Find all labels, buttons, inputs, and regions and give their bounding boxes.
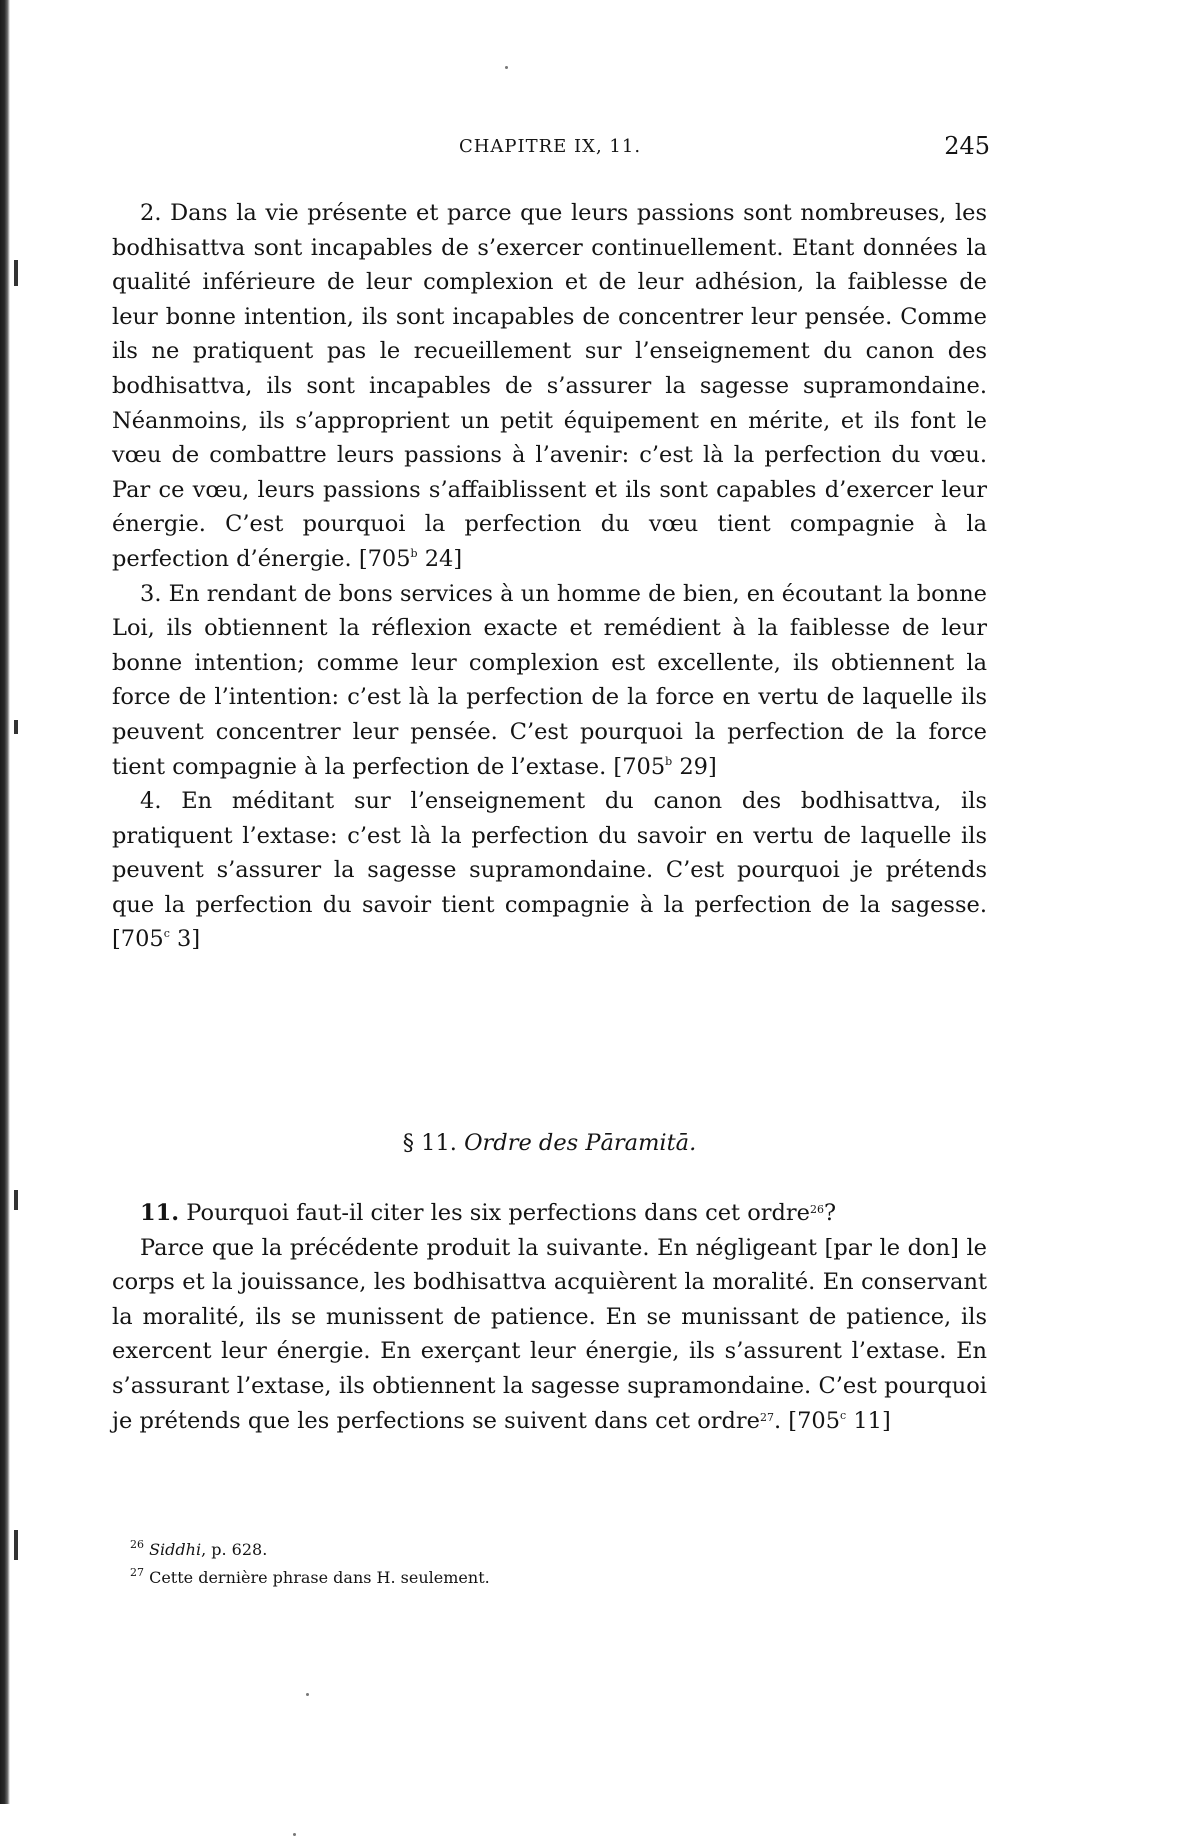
paragraph-11-answer-text: Parce que la précédente produit la suivante. En négligeant [par le don] le corps et la jouissance, les bodhisattva acquièrent la moralité. En conservant la moralité, ils se munissent de patience. En se munissant de patience, ils exercent leur énergie. En exerçant leur énergie, ils s’assurent l’extase. En s’assurant l’extase, ils obtiennent la sagesse supramondaine. C’est pourquoi je prétends que les perfections se suivent dans cet ordre bbox=[112, 1234, 987, 1434]
paragraph-2-ref: [705$^b$ 24] bbox=[358, 545, 463, 572]
page-number: 245 bbox=[944, 132, 990, 160]
paragraph-4-ref: [705$^c$ 3] bbox=[112, 926, 201, 953]
section-number: § 11. bbox=[402, 1130, 457, 1156]
scan-speck bbox=[14, 1190, 18, 1210]
paragraph-11-number: 11. bbox=[140, 1200, 180, 1226]
binding-edge bbox=[0, 0, 10, 1804]
scan-speck bbox=[14, 720, 18, 734]
footnote-26: $^{26}$ Siddhi, p. 628. bbox=[130, 1538, 268, 1559]
footnote-27: $^{27}$ Cette dernière phrase dans H. seulement. bbox=[130, 1566, 490, 1587]
running-title: CHAPITRE IX, 11. bbox=[458, 136, 642, 157]
footnote-ref-26: 26 bbox=[809, 1203, 824, 1216]
paragraph-2 bbox=[112, 196, 987, 577]
paragraph-3-text: 3. En rendant de bons services à un homme de bien, en écoutant la bonne Loi, ils obtiennent la réflexion exacte et remédient à la faiblesse de leur bonne intention; comme leur complexion est excellente, ils obtiennent la force de l’intention: c’est là la perfection de la force en vertu de laquelle ils peuvent concentrer leur pensée. C’est pourquoi la perfection de la force tient compagnie à la perfection de l’extase. bbox=[112, 580, 987, 780]
section-heading bbox=[112, 1130, 987, 1156]
body-text-upper bbox=[112, 196, 987, 957]
paragraph-11-question: 11. Pourquoi faut-il citer les six perfections dans cet ordre$^{26}$? bbox=[140, 1200, 837, 1226]
paragraph-3-ref: [705$^b$ 29] bbox=[613, 753, 717, 780]
paragraph-4 bbox=[112, 784, 987, 957]
page-header bbox=[110, 130, 990, 160]
paragraph-3 bbox=[112, 577, 987, 785]
paragraph-2-text: 2. Dans la vie présente et parce que leurs passions sont nombreuses, les bodhisattva sont incapables de s’exercer continuellement. Etant données la qualité inférieure de leur complexion et de leur adhésion, la faiblesse de leur bonne intention, ils sont incapables de concentrer leur pensée. Comme ils ne pratiquent pas le recueillement sur l’enseignement du canon des bodhisattva, ils sont incapables de s’assurer la sagesse supramondaine. Néanmoins, ils s’approprient un petit équipement en mérite, et ils font le vœu de combattre leurs passions à l’avenir: c’est là la perfection du vœu. Par ce vœu, leurs passions s’affaiblissent et ils sont capables d’exercer leur énergie. C’est pourquoi la perfection du vœu tient compagnie à la perfection d’énergie. bbox=[112, 200, 987, 572]
paragraph-4-text: 4. En méditant sur l’enseignement du canon des bodhisattva, ils pratiquent l’extase: c’est là la perfection du savoir en vertu de laquelle ils peuvent s’assurer la sagesse supramondaine. C’est pourquoi je prétends que la perfection du savoir tient compagnie à la perfection de la sagesse. bbox=[112, 788, 987, 918]
footnotes bbox=[130, 1536, 930, 1592]
paragraph-11-answer: Parce que la précédente produit la suivante. En négligeant [par le don] le corps et la jouissance, les bodhisattva acquièrent la moralité. En conservant la moralité, ils se munissent de patience. En se munissant de patience, ils exercent leur énergie. En exerçant leur énergie, ils s’assurent l’extase. En s’assurant l’extase, ils obtiennent la sagesse supramondaine. C’est pourquoi je prétends que les perfections se suivent dans cet ordre$^{27}$. [705$^c$ 11] bbox=[112, 1234, 987, 1434]
scan-speck bbox=[14, 1530, 18, 1560]
footnote-ref-27: 27 bbox=[760, 1410, 774, 1424]
scan-dust bbox=[306, 1693, 309, 1696]
scan-speck bbox=[14, 260, 18, 286]
section-title: Ordre des Pāramitā. bbox=[464, 1130, 697, 1156]
body-text-lower bbox=[112, 1196, 987, 1438]
scan-dust bbox=[505, 66, 508, 69]
paragraph-11-ref: [705$^c$ 11] bbox=[781, 1407, 891, 1434]
